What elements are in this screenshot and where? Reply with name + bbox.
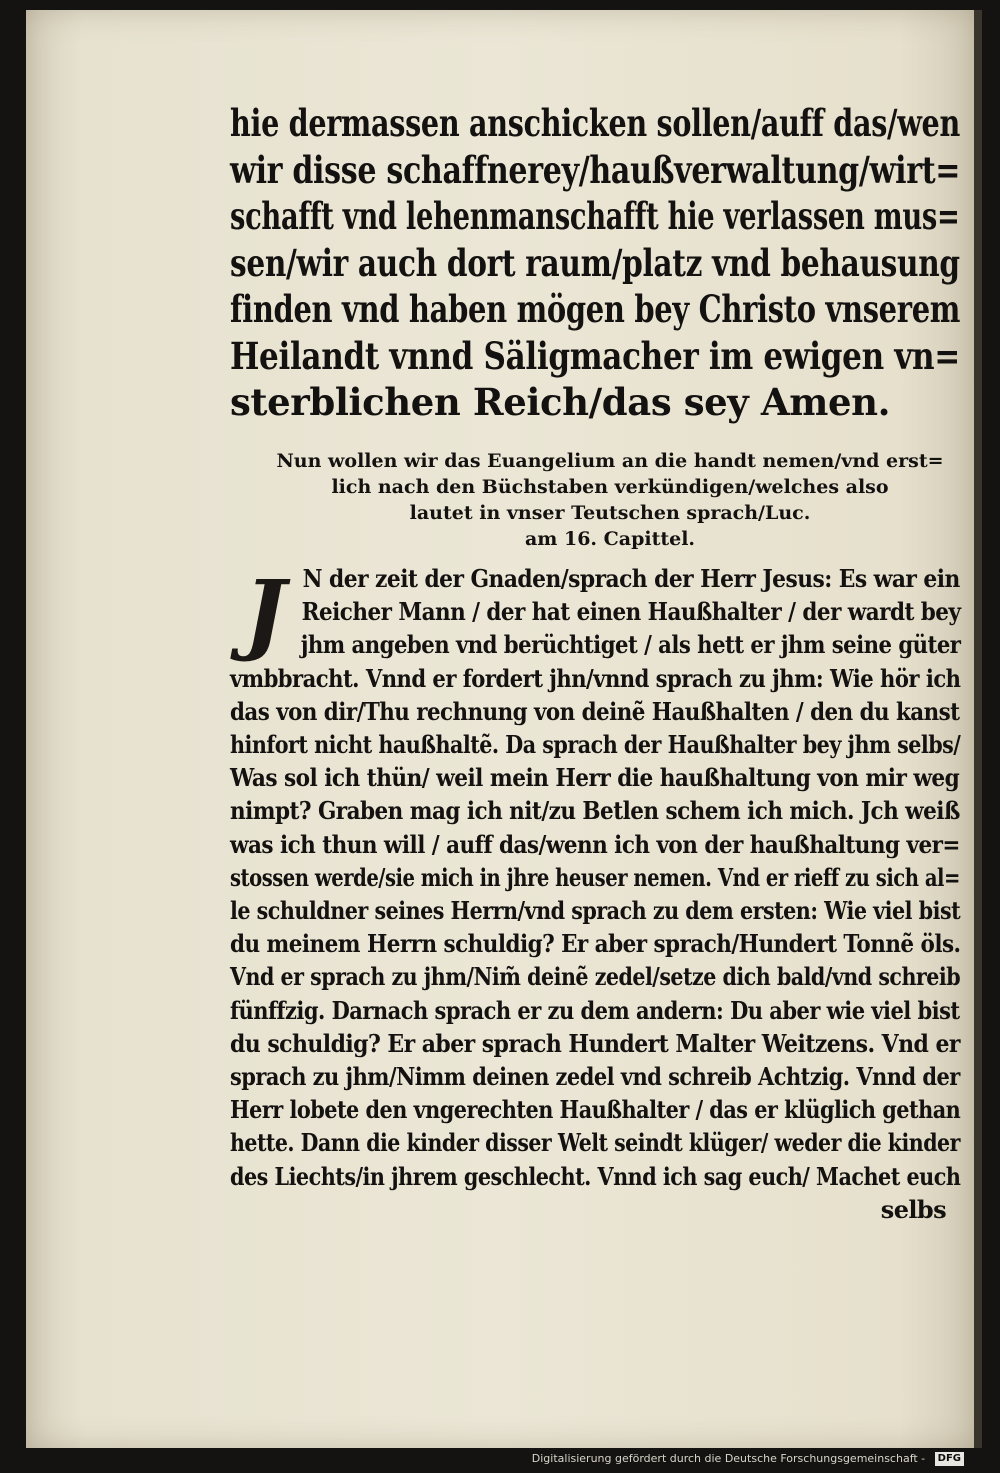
text-line: sterblichen Reich/das sey Amen. <box>230 380 891 424</box>
text-line: finden vnd haben mögen bey Christo vnserem <box>230 287 961 331</box>
text-line: nimpt? Graben mag ich nit/zu Betlen schem ich mich. Jch weiß <box>230 796 960 826</box>
digitization-credit <box>532 1450 964 1468</box>
text-line: Herr lobete den vngerechten Haußhalter / das er klüglich gethan <box>230 1095 961 1125</box>
text-line: hette. Dann die kinder disser Welt seindt klüger/ weder die kinder <box>230 1128 960 1158</box>
text-line: hie dermassen anschicken sollen/auff das/wen <box>230 101 960 145</box>
text-line: Heilandt vnnd Säligmacher im ewigen vn= <box>230 333 961 378</box>
text-line: das von dir/Thu rechnung von deinẽ Haußhalten / den du kanst <box>230 696 960 726</box>
page-edge <box>974 10 982 1448</box>
text-line: des Liechts/in jhrem geschlecht. Vnnd ich sag euch/ Machet euch <box>230 1161 961 1191</box>
catchword: selbs <box>880 1194 946 1224</box>
text-line: was ich thun will / auff das/wenn ich von der haußhaltung ver= <box>230 829 960 859</box>
text-line: vmbbracht. Vnnd er fordert jhn/vnnd sprach zu jhm: Wie hör ich <box>230 663 961 693</box>
credit-text: Digitalisierung gefördert durch die Deutsche Forschungsgemeinschaft - <box>531 1452 926 1465</box>
text-line: Reicher Mann / der hat einen Haußhalter / der wardt bey <box>301 597 961 627</box>
text-line: sprach zu jhm/Nimm deinen zedel vnd schreib Achtzig. Vnnd der <box>230 1062 960 1092</box>
sermon-paragraph <box>230 100 960 426</box>
text-line: Vnd er sprach zu jhm/Nim̃ deinẽ zedel/setze dich bald/vnd schreib <box>230 962 961 992</box>
heading-line: am 16. Capittel. <box>524 528 696 550</box>
text-line: stossen werde/sie mich in jhre heuser nemen. Vnd er rieff zu sich al= <box>230 862 960 892</box>
text-line: N der zeit der Gnaden/sprach der Herr Jesus: Es war ein <box>302 564 960 593</box>
text-line: du meinem Herrn schuldig? Er aber sprach/Hundert Tonnẽ öls. <box>230 929 961 959</box>
gospel-heading <box>270 448 950 552</box>
decorated-initial: J <box>244 560 286 664</box>
text-line: jhm angeben vnd berüchtiget / als hett er jhm seine güter <box>300 630 961 660</box>
gospel-text <box>230 562 960 1226</box>
text-line: wir disse schaffnerey/haußverwaltung/wirt= <box>230 147 961 192</box>
text-line: schafft vnd lehenmanschafft hie verlassen mus= <box>230 194 960 238</box>
heading-line: lautet in vnser Teutschen sprach/Luc. <box>409 502 811 524</box>
heading-line: Nun wollen wir das Euangelium an die handt nemen/vnd erst= <box>276 450 944 472</box>
text-line: Was sol ich thün/ weil mein Herr die haußhaltung von mir weg <box>230 763 960 793</box>
heading-line: lich nach den Büchstaben verkündigen/welches also <box>331 476 889 498</box>
text-line: du schuldig? Er aber sprach Hundert Malter Weitzens. Vnd er <box>230 1028 960 1058</box>
dfg-logo-icon[interactable]: DFG <box>935 1452 964 1466</box>
text-line: hinfort nicht haußhaltẽ. Da sprach der Haußhalter bey jhm selbs/ <box>230 730 961 760</box>
text-line: fünffzig. Darnach sprach er zu dem andern: Du aber wie viel bist <box>230 995 960 1025</box>
text-line: sen/wir auch dort raum/platz vnd behausung <box>230 240 960 285</box>
text-line: le schuldner seines Herrn/vnd sprach zu dem ersten: Wie viel bist <box>230 896 961 926</box>
